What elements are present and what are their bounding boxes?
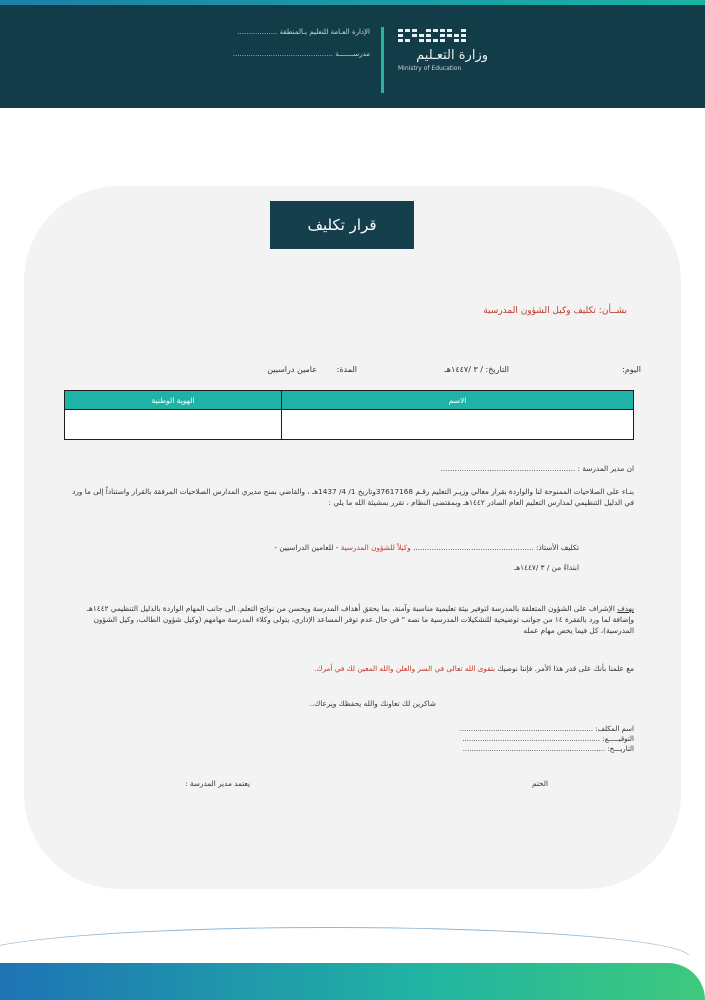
day-label: اليوم: bbox=[622, 365, 641, 374]
page-header bbox=[0, 5, 705, 108]
header-divider bbox=[381, 27, 384, 93]
subject-line: بشــأن: تكليف وكيل الشؤون المدرسية bbox=[483, 306, 627, 316]
approval-label: يعتمد مدير المدرسة : bbox=[185, 779, 250, 788]
duties-lead: يهدف bbox=[617, 604, 634, 613]
duties-text: الإشراف على الشؤون المتعلقة بالمدرسة لتوفير بيئة تعليمية مناسبة وآمنة، بما يحقق أهداف المدرسة ويحسن من نواتج التعلم. الى جانب المهام الواردة بالدليل التنظيمي ١٤٤٢هـ وإضافة لما ورد بالفقرة ١٤ من جوانب توضيحية للتشكيلات المدرسية ما نصه " في حال عدم توفر المساعد الإداري، يتولى وكلاء المدرسة مهامهم (وكيل شؤون الطالب، وكيل الشؤون المدرسية)، كل فيما يخص مهام عمله bbox=[86, 604, 634, 635]
stamp-label: الختم bbox=[531, 779, 548, 788]
signature-sign: التوقيـــــع: .............................................................. bbox=[462, 735, 634, 743]
closing-paragraph bbox=[64, 663, 634, 674]
addressee-line: ان مدير المدرسة : .......................................................... bbox=[440, 464, 634, 473]
logo-arabic-text: وزارة التعـليم bbox=[416, 48, 488, 63]
signature-name: اسم المكلف: ............................................................ bbox=[459, 725, 634, 733]
date-field: التاريخ: / ٣ /١٤٤٧هـ bbox=[444, 365, 509, 374]
ministry-logo bbox=[398, 29, 493, 94]
assignment-role: وكيلاً للشؤون المدرسية bbox=[338, 543, 414, 552]
signature-block bbox=[64, 724, 634, 754]
period-value: عامين دراسيين bbox=[267, 365, 317, 374]
page-footer bbox=[0, 935, 705, 1000]
admin-line: الإدارة العـامة للتعليم بـالمنطقة .................. bbox=[237, 28, 370, 36]
thanks-line: شاكرين لك تعاونك والله يحفظك ويرعاك.. bbox=[309, 699, 436, 708]
footer-wave bbox=[0, 927, 690, 957]
table-row bbox=[65, 410, 634, 440]
start-date-line: ابتداءً من / ٣ /١٤٤٧هـ bbox=[514, 563, 579, 572]
document-title: قرار تكليف bbox=[270, 201, 414, 249]
table-header-id: الهوية الوطنية bbox=[65, 391, 282, 410]
header-fields bbox=[150, 25, 370, 69]
assignment-line bbox=[64, 542, 634, 553]
name-cell[interactable] bbox=[282, 410, 634, 440]
logo-english-text: Ministry of Education bbox=[398, 65, 462, 72]
school-line: مدرســـــــة ............................................. bbox=[232, 50, 370, 58]
date-line bbox=[64, 365, 641, 379]
signature-date: التاريـــخ: ................................................................ bbox=[462, 745, 634, 753]
closing-red: بتقوى الله تعالى في السر والعلن والله المعين لك في أمرك. bbox=[314, 664, 496, 673]
assignment-prefix: تكليف الأستاذ: .................................................... bbox=[413, 543, 579, 552]
assignment-suffix: - للعامين الدراسيين - bbox=[274, 543, 339, 552]
table-header-name: الاسم bbox=[282, 391, 634, 410]
closing-lead: مع علمنا بأنك على قدر هذا الأمر. فإننا نوصيك bbox=[495, 664, 634, 673]
assignee-table bbox=[64, 390, 634, 440]
logo-dots-icon bbox=[398, 29, 493, 42]
national-id-cell[interactable] bbox=[65, 410, 282, 440]
duties-paragraph bbox=[64, 603, 634, 636]
footer-band bbox=[0, 963, 705, 1000]
preamble-paragraph: بنـاء على الصلاحيات الممنوحة لنا والواردة بقرار معالي وزيـر التعليم رقـم 37617168وتاريخ 1/ 4/ 1437هـ ، والقاضي بمنح مديري المدارس الصلاحيات المرفقة بالقرار واستناداً إلى ما ورد في الدليل التنظيمي لمدارس التعليم العام الصادر ١٤٤٢هـ وبمقتضى النظام ، تقرر بمشيئة الله ما يلي : bbox=[72, 487, 634, 507]
period-label: المدة: bbox=[336, 365, 357, 374]
